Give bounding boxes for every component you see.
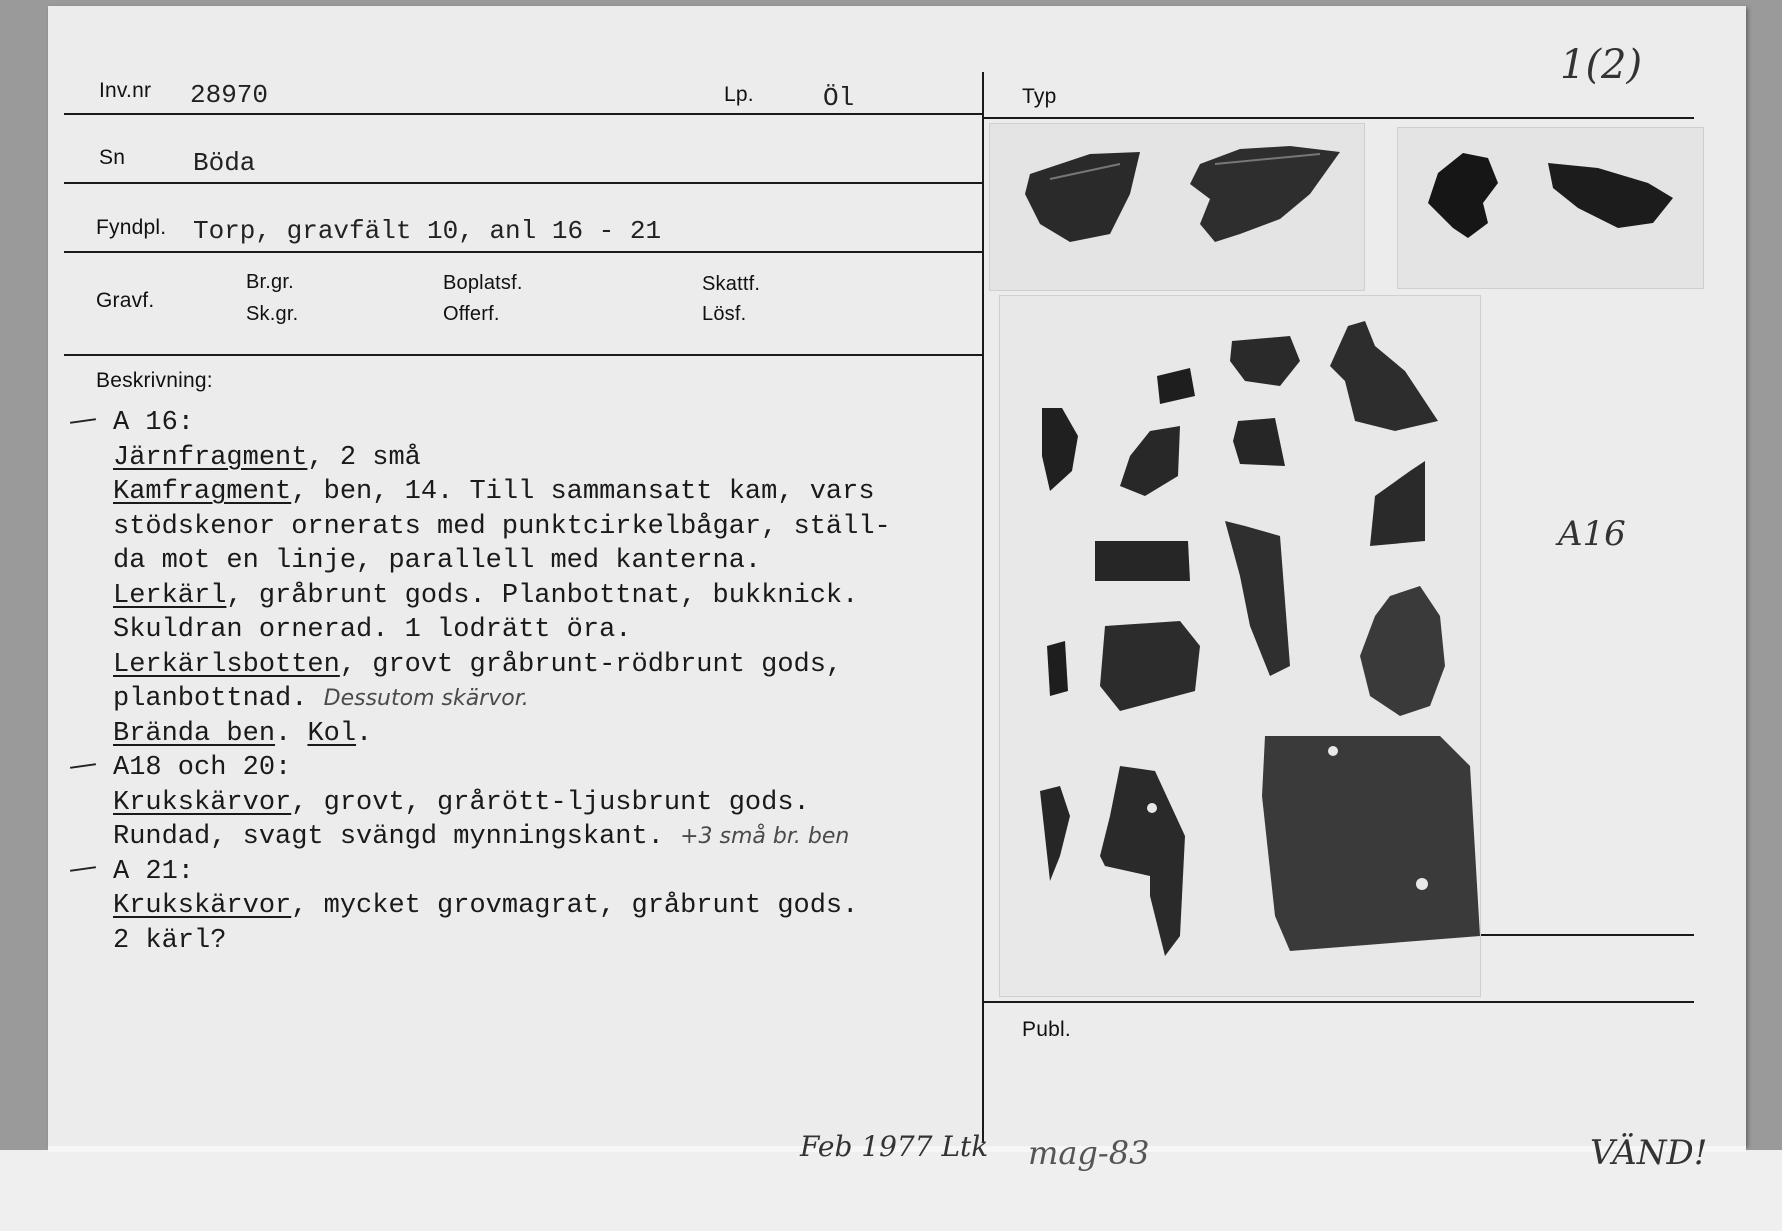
row-line-4	[64, 354, 982, 356]
desc-term: Brända ben	[113, 718, 276, 749]
row-line-1	[64, 113, 982, 115]
publ-line	[982, 1001, 1694, 1003]
page-number: 1(2)	[1560, 42, 1643, 88]
desc-line: da mot en linje, parallell med kanterna.	[113, 546, 762, 576]
desc-term: Kamfragment	[113, 477, 292, 507]
desc-line: , 2 små	[307, 442, 421, 473]
desc-term: Lerkärlsbotten	[113, 649, 340, 680]
inv-nr-label: Inv.nr	[99, 79, 152, 102]
desc-term: Järnfragment	[113, 442, 308, 473]
desc-term: Krukskärvor	[113, 891, 292, 921]
typ-line	[982, 117, 1694, 119]
offerf-label: Offerf.	[443, 303, 500, 325]
desc-line: , gråbrunt gods. Planbottnat, bukknick.	[226, 580, 859, 611]
desc-line: A 16:	[113, 408, 195, 438]
losf-label: Lösf.	[702, 303, 747, 325]
brgr-label: Br.gr.	[246, 271, 294, 293]
row-line-3	[64, 251, 982, 253]
desc-line: , grovt, grårött-ljusbrunt gods.	[291, 787, 810, 818]
desc-line: .	[275, 718, 308, 749]
desc-term: Kol	[307, 718, 357, 749]
desc-line: A18 och 20:	[113, 753, 292, 783]
publ-label: Publ.	[1022, 1018, 1071, 1041]
handwritten-addition: +3 små br. ben	[680, 824, 850, 849]
fyndpl-label: Fyndpl.	[96, 216, 167, 239]
gravf-label: Gravf.	[96, 289, 155, 312]
sn-label: Sn	[99, 146, 126, 169]
desc-line: .	[356, 718, 373, 749]
description-text	[113, 406, 993, 958]
skattf-label: Skattf.	[702, 273, 761, 295]
desc-term: Lerkärl	[113, 580, 227, 611]
margin-tick-1	[70, 418, 96, 424]
fragment-image	[1398, 128, 1703, 288]
desc-line: Rundad, svagt svängd mynningskant.	[113, 822, 681, 852]
margin-tick-3	[70, 866, 96, 872]
fragment-image	[990, 124, 1364, 290]
mag-note: mag-83	[1028, 1134, 1150, 1172]
margin-tick-2	[70, 763, 96, 769]
sn-value: Böda	[193, 148, 256, 178]
side-note-a16: A16	[1558, 514, 1626, 554]
desc-line: , mycket grovmagrat, gråbrunt gods.	[291, 891, 859, 921]
photo-fragments-large	[1000, 296, 1480, 996]
fyndpl-value: Torp, gravfält 10, anl 16 - 21	[193, 216, 662, 246]
desc-line: , ben, 14. Till sammansatt kam, vars	[291, 477, 875, 507]
desc-line: 2 kärl?	[113, 925, 227, 956]
row-line-2	[64, 182, 982, 184]
lp-label: Lp.	[724, 83, 754, 106]
catalog-card	[48, 6, 1746, 1173]
typ-label: Typ	[1022, 85, 1057, 108]
date-note: Feb 1977 Ltk	[800, 1130, 989, 1163]
desc-line: A 21:	[113, 856, 195, 887]
skgr-label: Sk.gr.	[246, 303, 299, 325]
photo-iron-fragments	[1398, 128, 1703, 288]
fragment-image	[1000, 296, 1480, 996]
boplatsf-label: Boplatsf.	[443, 272, 523, 294]
desc-line: , grovt gråbrunt-rödbrunt gods,	[339, 649, 843, 680]
desc-line: stödskenor ornerats med punktcirkelbågar, ställ-	[113, 511, 891, 542]
inv-nr-value: 28970	[190, 80, 269, 110]
desc-line: planbottnad.	[113, 684, 324, 714]
photo-comb-fragments-top	[990, 124, 1364, 290]
handwritten-addition: Dessutom skärvor.	[323, 686, 529, 711]
right-line-upper	[1468, 934, 1694, 936]
desc-line: Skuldran ornerad. 1 lodrätt öra.	[113, 615, 632, 645]
lp-value: Öl	[823, 83, 855, 113]
beskrivning-label: Beskrivning:	[96, 369, 213, 392]
vand-note: VÄND!	[1590, 1133, 1708, 1173]
desc-term: Krukskärvor	[113, 787, 292, 818]
